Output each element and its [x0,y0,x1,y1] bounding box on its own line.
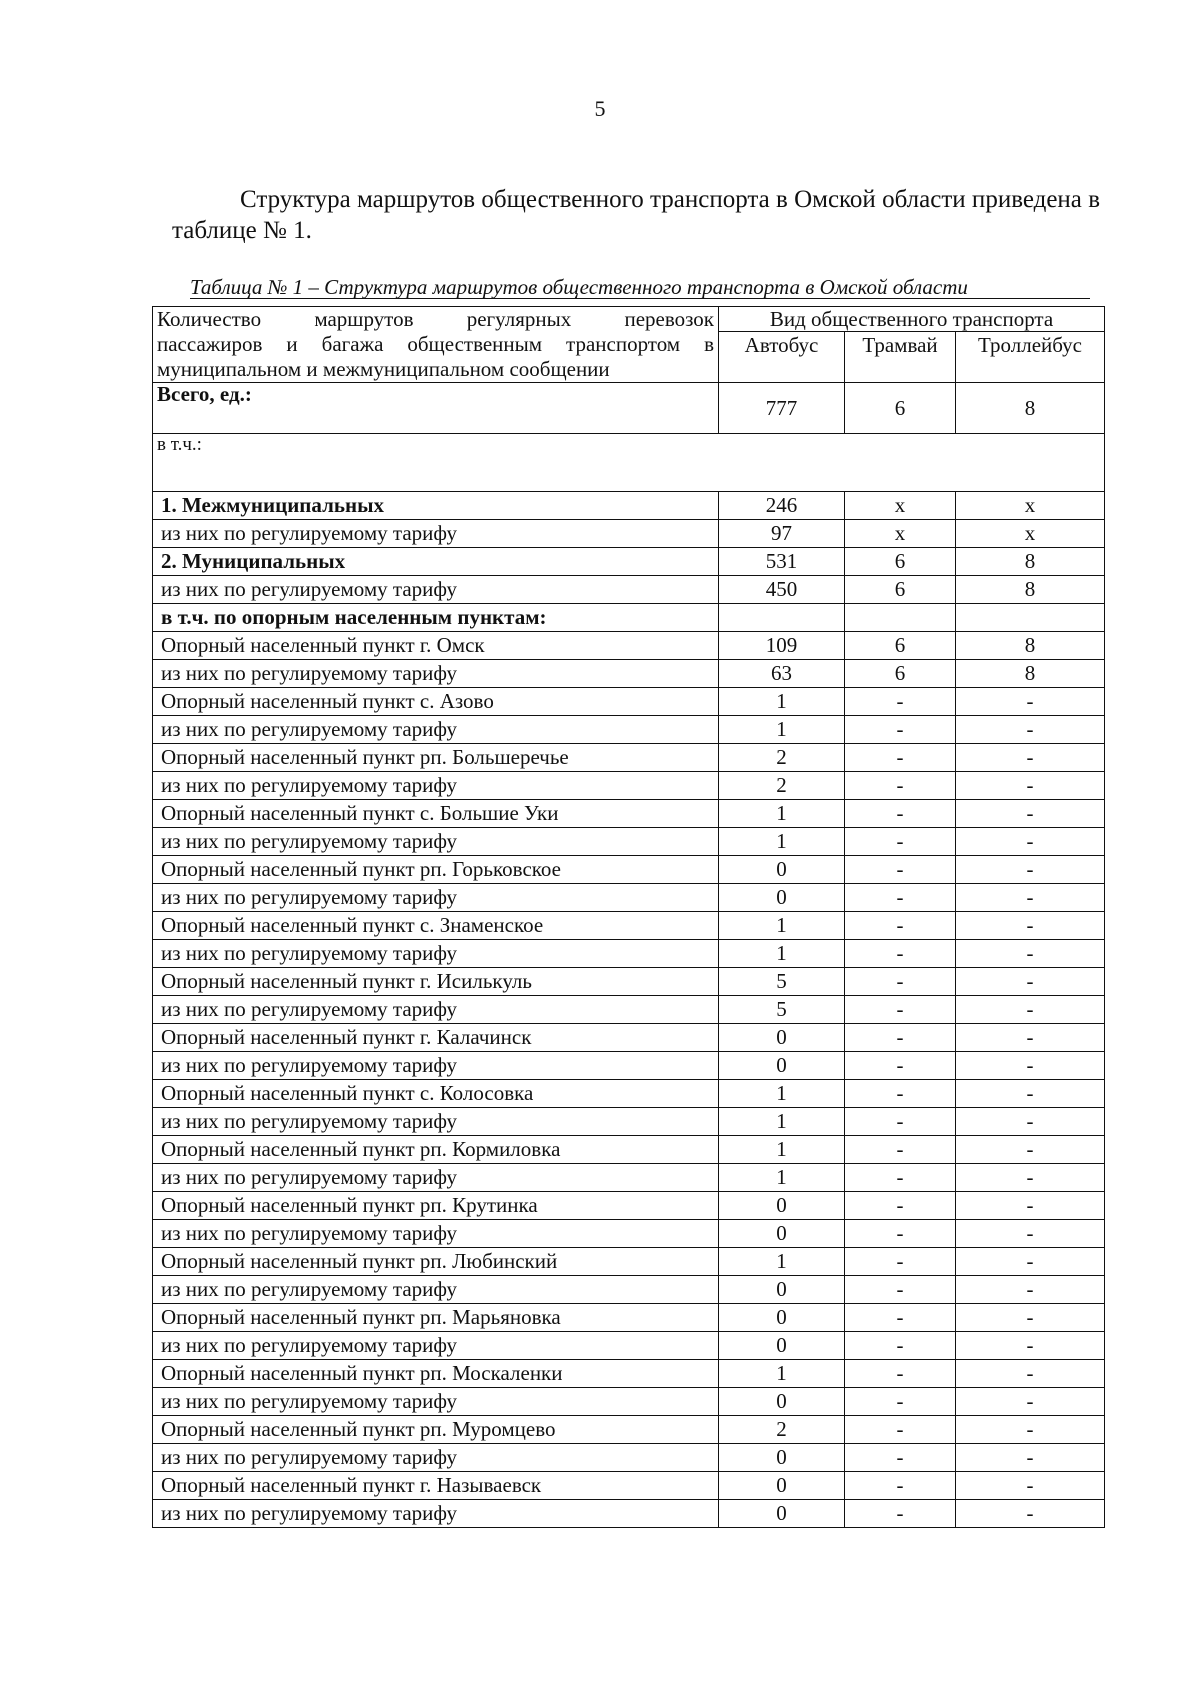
table-row [153,1304,1105,1332]
row-trolley-cell: - [956,1388,1105,1416]
table-row [153,772,1105,800]
row-bus-cell: 1 [719,800,845,828]
row-tram-cell: - [845,1500,956,1528]
row-bus-cell: 0 [719,1500,845,1528]
row-trolley-cell: - [956,800,1105,828]
row-name-cell: из них по регулируемому тарифу [153,772,719,800]
row-tram-cell: 6 [845,548,956,576]
row-trolley-cell: - [956,1080,1105,1108]
column-header-tram: Трамвай [845,332,956,383]
row-trolley-cell: - [956,1024,1105,1052]
row-trolley-cell: - [956,968,1105,996]
row-trolley-cell: - [956,1304,1105,1332]
row-trolley-cell [956,604,1105,632]
table-row [153,604,1105,632]
header-left-line1: Количество маршрутов регулярных перевозок [157,307,714,331]
row-name-cell: 2. Муниципальных [153,548,719,576]
row-tram-cell: 6 [845,632,956,660]
row-bus-cell: 450 [719,576,845,604]
row-trolley-cell: - [956,1108,1105,1136]
row-tram-cell: - [845,1024,956,1052]
row-name-cell: Опорный населенный пункт рп. Любинский [153,1248,719,1276]
total-label: Всего, ед.: [153,383,719,434]
table-caption: Таблица № 1 – Структура маршрутов общественного транспорта в Омской области [190,276,1090,299]
row-trolley-cell: 8 [956,632,1105,660]
row-name-cell: Опорный населенный пункт с. Знаменское [153,912,719,940]
row-tram-cell: - [845,1360,956,1388]
row-name-cell: в т.ч. по опорным населенным пунктам: [153,604,719,632]
row-trolley-cell: - [956,1276,1105,1304]
row-bus-cell: 1 [719,1248,845,1276]
row-bus-cell: 0 [719,884,845,912]
row-tram-cell: - [845,800,956,828]
table-row [153,940,1105,968]
table-row [153,660,1105,688]
table-row [153,520,1105,548]
row-trolley-cell: - [956,1164,1105,1192]
row-bus-cell: 531 [719,548,845,576]
row-bus-cell: 0 [719,1304,845,1332]
row-trolley-cell: - [956,688,1105,716]
row-name-cell: из них по регулируемому тарифу [153,716,719,744]
row-name-cell: из них по регулируемому тарифу [153,520,719,548]
table-row [153,1248,1105,1276]
row-tram-cell: - [845,856,956,884]
row-bus-cell: 5 [719,968,845,996]
table-row [153,968,1105,996]
row-tram-cell: - [845,1136,956,1164]
row-bus-cell: 1 [719,1164,845,1192]
row-name-cell: из них по регулируемому тарифу [153,1108,719,1136]
total-tram: 6 [845,383,956,434]
row-tram-cell: - [845,772,956,800]
header-left-line2: пассажиров и багажа общественным транспортом в [157,332,714,356]
row-trolley-cell: - [956,1136,1105,1164]
row-name-cell: из них по регулируемому тарифу [153,1220,719,1248]
intro-paragraph: Структура маршрутов общественного транспорта в Омской области приведена в таблице № 1. [172,186,1100,244]
row-trolley-cell: - [956,1500,1105,1528]
row-trolley-cell: - [956,1192,1105,1220]
row-bus-cell: 0 [719,856,845,884]
row-name-cell: из них по регулируемому тарифу [153,1500,719,1528]
row-name-cell: Опорный населенный пункт г. Калачинск [153,1024,719,1052]
total-bus: 777 [719,383,845,434]
row-tram-cell: - [845,996,956,1024]
table-row [153,1220,1105,1248]
row-name-cell: из них по регулируемому тарифу [153,828,719,856]
row-name-cell: из них по регулируемому тарифу [153,1332,719,1360]
table-row [153,1024,1105,1052]
row-bus-cell: 0 [719,1444,845,1472]
row-trolley-cell: - [956,744,1105,772]
row-bus-cell: 2 [719,772,845,800]
row-bus-cell: 1 [719,1108,845,1136]
row-name-cell: Опорный населенный пункт рп. Марьяновка [153,1304,719,1332]
row-trolley-cell: - [956,856,1105,884]
row-name-cell: Опорный населенный пункт рп. Москаленки [153,1360,719,1388]
table-row [153,548,1105,576]
row-tram-cell: - [845,1276,956,1304]
row-tram-cell: - [845,1304,956,1332]
row-tram-cell: - [845,744,956,772]
row-bus-cell: 1 [719,828,845,856]
table-row [153,912,1105,940]
row-tram-cell: - [845,1220,956,1248]
row-bus-cell: 109 [719,632,845,660]
row-tram-cell [845,604,956,632]
row-name-cell: из них по регулируемому тарифу [153,1444,719,1472]
table-header-row [153,307,1105,332]
row-tram-cell: - [845,1164,956,1192]
routes-table [152,306,1105,1528]
row-bus-cell: 0 [719,1472,845,1500]
row-trolley-cell: - [956,1472,1105,1500]
row-bus-cell: 97 [719,520,845,548]
row-name-cell: из них по регулируемому тарифу [153,576,719,604]
row-bus-cell: 0 [719,1220,845,1248]
row-name-cell: из них по регулируемому тарифу [153,884,719,912]
row-name-cell: Опорный населенный пункт с. Колосовка [153,1080,719,1108]
row-name-cell: из них по регулируемому тарифу [153,1164,719,1192]
row-bus-cell: 0 [719,1276,845,1304]
row-name-cell: Опорный населенный пункт рп. Большеречье [153,744,719,772]
row-tram-cell: - [845,1108,956,1136]
row-tram-cell: х [845,492,956,520]
table-row [153,632,1105,660]
row-name-cell: из них по регулируемому тарифу [153,940,719,968]
row-trolley-cell: - [956,716,1105,744]
row-trolley-cell: - [956,940,1105,968]
row-bus-cell: 1 [719,912,845,940]
table-row [153,996,1105,1024]
row-bus-cell: 1 [719,1080,845,1108]
row-name-cell: из них по регулируемому тарифу [153,1052,719,1080]
row-trolley-cell: 8 [956,576,1105,604]
table-row [153,1192,1105,1220]
row-tram-cell: - [845,1052,956,1080]
table-row [153,1472,1105,1500]
row-bus-cell: 5 [719,996,845,1024]
table-row [153,856,1105,884]
row-tram-cell: - [845,1080,956,1108]
header-left-cell [153,307,719,383]
row-tram-cell: - [845,1388,956,1416]
row-trolley-cell: - [956,1360,1105,1388]
row-name-cell: Опорный населенный пункт с. Азово [153,688,719,716]
row-tram-cell: - [845,688,956,716]
row-bus-cell: 1 [719,1360,845,1388]
row-bus-cell [719,604,845,632]
row-tram-cell: - [845,1472,956,1500]
table-row [153,1052,1105,1080]
row-bus-cell: 0 [719,1052,845,1080]
row-trolley-cell: х [956,520,1105,548]
row-trolley-cell: - [956,1248,1105,1276]
column-header-trolley: Троллейбус [956,332,1105,383]
table-row [153,1108,1105,1136]
row-bus-cell: 1 [719,1136,845,1164]
row-trolley-cell: - [956,1444,1105,1472]
row-bus-cell: 2 [719,1416,845,1444]
including-row [153,434,1105,492]
row-bus-cell: 0 [719,1024,845,1052]
row-trolley-cell: - [956,1052,1105,1080]
including-label: в т.ч.: [153,434,1105,492]
row-trolley-cell: - [956,772,1105,800]
row-tram-cell: - [845,828,956,856]
page-number: 5 [594,96,606,121]
total-trolley: 8 [956,383,1105,434]
table-row [153,1360,1105,1388]
row-tram-cell: - [845,912,956,940]
table-row [153,716,1105,744]
row-name-cell: Опорный населенный пункт рп. Кормиловка [153,1136,719,1164]
row-trolley-cell: - [956,996,1105,1024]
row-tram-cell: - [845,884,956,912]
table-row [153,1388,1105,1416]
table-row [153,1276,1105,1304]
row-tram-cell: - [845,1444,956,1472]
row-bus-cell: 246 [719,492,845,520]
table-row [153,1500,1105,1528]
row-name-cell: Опорный населенный пункт рп. Горьковское [153,856,719,884]
row-name-cell: из них по регулируемому тарифу [153,996,719,1024]
row-trolley-cell: - [956,1220,1105,1248]
row-tram-cell: 6 [845,660,956,688]
header-left-line3: муниципальном и межмуниципальном сообщении [157,357,610,381]
row-tram-cell: - [845,1248,956,1276]
row-tram-cell: - [845,716,956,744]
row-tram-cell: - [845,1332,956,1360]
row-trolley-cell: х [956,492,1105,520]
row-bus-cell: 1 [719,716,845,744]
row-trolley-cell: - [956,1416,1105,1444]
row-tram-cell: - [845,1416,956,1444]
row-trolley-cell: 8 [956,660,1105,688]
row-bus-cell: 1 [719,688,845,716]
row-trolley-cell: - [956,912,1105,940]
row-tram-cell: 6 [845,576,956,604]
table-row [153,1136,1105,1164]
row-name-cell: Опорный населенный пункт с. Большие Уки [153,800,719,828]
row-bus-cell: 1 [719,940,845,968]
row-name-cell: Опорный населенный пункт г. Называевск [153,1472,719,1500]
row-bus-cell: 0 [719,1388,845,1416]
table-row [153,800,1105,828]
row-trolley-cell: - [956,884,1105,912]
table-row [153,576,1105,604]
table-row [153,1332,1105,1360]
row-name-cell: Опорный населенный пункт г. Исилькуль [153,968,719,996]
table-row [153,828,1105,856]
table-row [153,1444,1105,1472]
row-bus-cell: 2 [719,744,845,772]
row-name-cell: Опорный населенный пункт рп. Муромцево [153,1416,719,1444]
table-row [153,1416,1105,1444]
total-row [153,383,1105,434]
table-row [153,492,1105,520]
row-name-cell: Опорный населенный пункт г. Омск [153,632,719,660]
table-row [153,1164,1105,1192]
table-row [153,744,1105,772]
row-bus-cell: 0 [719,1192,845,1220]
table-row [153,884,1105,912]
row-tram-cell: х [845,520,956,548]
row-name-cell: из них по регулируемому тарифу [153,660,719,688]
row-trolley-cell: - [956,828,1105,856]
row-name-cell: Опорный населенный пункт рп. Крутинка [153,1192,719,1220]
header-group-cell: Вид общественного транспорта [719,307,1105,332]
row-name-cell: из них по регулируемому тарифу [153,1388,719,1416]
row-bus-cell: 0 [719,1332,845,1360]
row-name-cell: из них по регулируемому тарифу [153,1276,719,1304]
row-bus-cell: 63 [719,660,845,688]
row-trolley-cell: - [956,1332,1105,1360]
row-tram-cell: - [845,940,956,968]
row-name-cell: 1. Межмуниципальных [153,492,719,520]
row-tram-cell: - [845,968,956,996]
column-header-bus: Автобус [719,332,845,383]
table-row [153,1080,1105,1108]
table-row [153,688,1105,716]
row-tram-cell: - [845,1192,956,1220]
row-trolley-cell: 8 [956,548,1105,576]
